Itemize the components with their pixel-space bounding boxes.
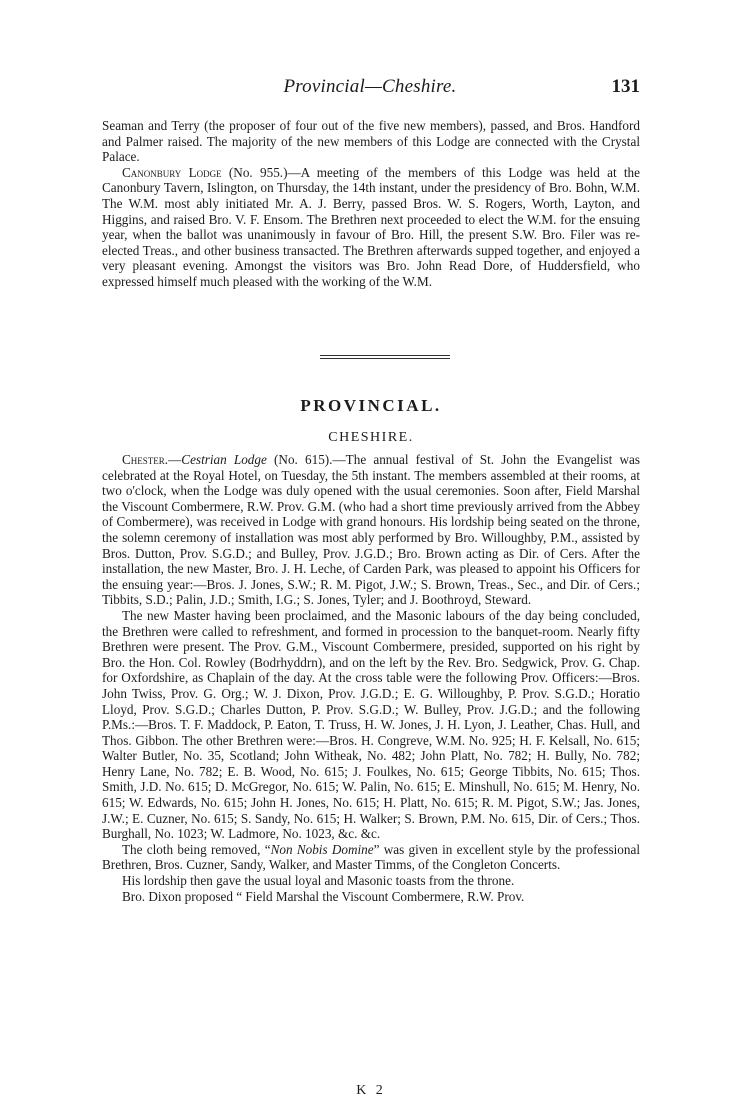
paragraph-dixon: Bro. Dixon proposed “ Field Marshal the Viscount Combermere, R.W. Prov.: [122, 888, 525, 904]
cloth-text-start: The cloth being removed, “: [122, 841, 271, 857]
song-title: Non Nobis Domine: [270, 841, 374, 857]
signature-mark: K 2: [356, 1083, 386, 1098]
paragraph-toasts: His lordship then gave the usual loyal and Masonic toasts from the throne.: [122, 873, 515, 889]
canonbury-report: (No. 955.)—A meeting of the members of this Lodge was held at the Canonbury Tavern, Islington, on Thursday, the 14th instant, under the presidency of Bro. Bohn, W.M. The W.M. most ably initiated Mr. A. J. Berry, passed Bros. W. S. Rogers, Worth, Layton, and Higgins, and raised Bro. V. F. Ensom. The Brethren next proceeded to elect the W.M. for the ensuing year, when the ballot was unanimously in favour of Bro. Hill, the present S.W. Bro. Filer was re-elected Treas., and other business transacted. The Brethren afterwards supped together, and enjoyed a very pleasant evening. Amongst the visitors was Bro. John Read Dore, of Huddersfield, who expressed himself much pleased with the working of the W.M.: [102, 164, 640, 289]
cestrian-report: (No. 615).—The annual festival of St. John the Evangelist was celebrated at the Royal Hotel, on Tuesday, the 5th instant. The members assembled at their rooms, at two o'clock, when the Lodge was duly opened with the usual ceremonies. Soon after, Field Marshal the Viscount Combermere, R.W. Prov. G.M. (who had a short time previously arrived from the Abbey of Combermere), was received in Lodge with grand honours. His lordship being seated on the throne, the solemn ceremony of installation was most ably performed by Bro. Willoughby, P.M., assisted by Bros. Dutton, Prov. S.G.D.; and Bulley, Prov. J.G.D.; Bro. Brown acting as Dir. of Cers. After the installation, the new Master, Bro. J. H. Leche, of Carden Park, was pleased to appoint his Officers for the ensuing year:—Bros. J. Jones, S.W.; R. M. Pigot, J.W.; S. Brown, Treas., Sec., and Dir. of Cers.; Tibbits, S.D.; Palin, J.D.; Smith, I.G.; S. Jones, Tyler; and J. Boothroyd, Steward.: [102, 452, 640, 608]
section-divider-bottom: [320, 358, 450, 359]
section-heading: PROVINCIAL.: [300, 396, 442, 415]
paragraph-crystal-palace: Seaman and Terry (the proposer of four out of the five new members), passed, and Bros. Handford and Palmer raised. The majority of the new members of this Lodge are connected with the Crystal Palace.: [102, 118, 640, 165]
canonbury-section: [102, 118, 640, 290]
page-number: 131: [611, 76, 640, 97]
running-head: [100, 76, 640, 102]
paragraph-canonbury-lodge: [102, 165, 640, 290]
cloth-text-end: ” was given in excellent style by the professional Brethren, Bros. Cuzner, Sandy, Walker, and Master Timms, of the Congleton Concerts.: [102, 841, 640, 873]
section-subheading: CHESHIRE.: [328, 430, 414, 445]
paragraph-banquet: The new Master having been proclaimed, and the Masonic labours of the day being concluded, the Brethren were called to refreshment, and formed in procession to the banquet-room. Nearly fifty Brethren were present. The Prov. G.M., Viscount Combermere, presided, supported on his right by Bro. the Hon. Col. Rowley (Bodrhyddrn), and on the left by the Rev. Bro. Sedgwick, Prov. G. Chap. for Oxfordshire, as Chaplain of the day. At the cross table were the following Prov. Officers:—Bros. John Twiss, Prov. G. Org.; W. J. Dixon, Prov. J.G.D.; E. G. Willoughby, P. Prov. S.G.D.; Horatio Lloyd, Prov. S.G.D.; Charles Dutton, P. Prov. S.G.D.; W. Bulley, Prov. J.G.D.; and the following P.Ms.:—Bros. T. F. Maddock, P. Eaton, T. Truss, H. W. Jones, J. H. Lyon, J. Leather, Chas. Hull, and Thos. Gibbon. The other Brethren were:—Bros. H. Congreve, W.M. No. 925; H. F. Kelsall, No. 615; Walter Butler, No. 35, Scotland; John Witheak, No. 482; John Platt, No. 782; H. Bully, No. 782; Henry Lane, No. 782; E. B. Wood, No. 615; J. Foulkes, No. 615; George Tibbits, No. 615; Thos. Smith, J.D. No. 615; D. McGregor, No. 615; W. Palin, No. 615; E. Minshull, No. 615; M. Henry, No. 615; W. Edwards, No. 615; John H. Jones, No. 615; H. Platt, No. 615; R. M. Pigot, S.W.; Jas. Jones, J.W.; E. Cuzner, No. 615; S. Sandy, No. 615; H. Walker; S. Brown, P.M. No. 615, Dir. of Cers.; Thos. Burghall, No. 1023; W. Ladmore, No. 1023, &c. &c.: [102, 607, 640, 842]
paragraph-cestrian-lodge: [102, 452, 640, 608]
paragraph-cloth-removed: [102, 842, 640, 873]
place-chester: Chester.: [122, 452, 169, 467]
lodge-name-cestrian: Cestrian Lodge: [181, 452, 267, 467]
dash: —: [168, 452, 182, 467]
lodge-name-canonbury: Canonbury Lodge: [122, 164, 222, 180]
running-title: Provincial—Cheshire.: [283, 76, 457, 97]
section-divider-top: [320, 355, 450, 356]
cheshire-section: [102, 452, 640, 904]
